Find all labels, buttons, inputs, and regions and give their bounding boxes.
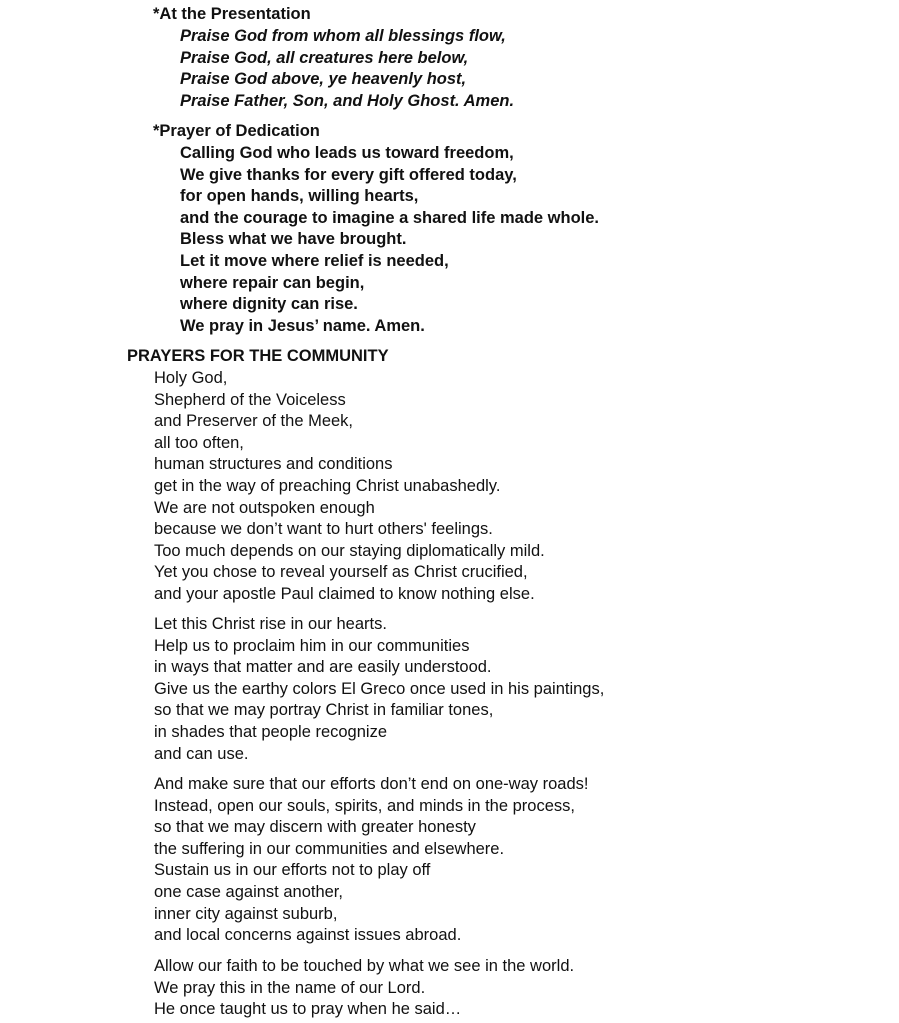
prayer-line: We pray this in the name of our Lord.	[154, 978, 426, 997]
prayer-line: the suffering in our communities and elsewhere.	[154, 839, 505, 858]
prayer-line: And make sure that our efforts don’t end on one-way roads!	[154, 775, 589, 793]
dedication-line: We give thanks for every gift offered today,	[180, 165, 517, 184]
prayer-line: Holy God,	[154, 369, 228, 387]
prayer-line: We are not outspoken enough	[154, 498, 375, 517]
dedication-line: Let it move where relief is needed,	[180, 251, 449, 270]
dedication-line: We pray in Jesus’ name. Amen.	[180, 316, 425, 335]
prayer-line: and can use.	[154, 744, 249, 763]
dedication-line: Bless what we have brought.	[180, 230, 407, 249]
prayer-line: Yet you chose to reveal yourself as Christ crucified,	[154, 563, 528, 582]
prayer-line: inner city against suburb,	[154, 904, 338, 923]
prayer-line: so that we may discern with greater honesty	[154, 818, 476, 837]
doxology-line: Praise Father, Son, and Holy Ghost. Amen.	[180, 91, 515, 110]
prayer-line: because we don’t want to hurt others' feelings.	[154, 520, 493, 539]
doxology-line: Praise God, all creatures here below,	[180, 48, 469, 67]
prayer-line: Sustain us in our efforts not to play off	[154, 861, 431, 880]
community-stanza-1	[154, 368, 545, 606]
prayer-line: Help us to proclaim him in our communities	[154, 636, 470, 655]
prayer-line: and Preserver of the Meek,	[154, 412, 354, 431]
prayer-line: Shepherd of the Voiceless	[154, 390, 346, 409]
dedication-line: where dignity can rise.	[180, 295, 358, 314]
prayer-line: Too much depends on our staying diplomatically mild.	[154, 541, 545, 560]
prayer-line: in shades that people recognize	[154, 722, 387, 741]
prayer-line: one case against another,	[154, 882, 343, 901]
community-stanza-3	[154, 774, 588, 947]
prayer-line: human structures and conditions	[154, 455, 393, 474]
community-stanza-2	[154, 614, 604, 765]
community-heading: PRAYERS FOR THE COMMUNITY	[127, 347, 389, 365]
prayer-line: He once taught us to pray when he said…	[154, 1000, 462, 1019]
doxology-line: Praise God from whom all blessings flow,	[180, 27, 506, 45]
prayer-line: so that we may portray Christ in familiar tones,	[154, 701, 494, 720]
dedication-heading: *Prayer of Dedication	[153, 122, 320, 140]
dedication-lines	[180, 143, 599, 337]
prayer-line: Allow our faith to be touched by what we see in the world.	[154, 957, 575, 975]
dedication-line: Calling God who leads us toward freedom,	[180, 144, 514, 162]
dedication-line: and the courage to imagine a shared life made whole.	[180, 208, 600, 227]
doxology-line: Praise God above, ye heavenly host,	[180, 70, 467, 89]
presentation-heading: *At the Presentation	[153, 5, 311, 23]
prayer-line: Give us the earthy colors El Greco once used in his paintings,	[154, 679, 605, 698]
prayer-line: Instead, open our souls, spirits, and minds in the process,	[154, 796, 575, 815]
doxology-lines	[180, 26, 514, 112]
prayer-line: in ways that matter and are easily understood.	[154, 658, 492, 677]
community-stanza-4	[154, 956, 574, 1021]
prayer-line: and local concerns against issues abroad.	[154, 926, 462, 945]
dedication-line: where repair can begin,	[180, 273, 365, 292]
prayer-line: Let this Christ rise in our hearts.	[154, 615, 387, 633]
dedication-line: for open hands, willing hearts,	[180, 187, 419, 206]
prayer-line: all too often,	[154, 433, 244, 452]
prayer-line: get in the way of preaching Christ unabashedly.	[154, 476, 501, 495]
prayer-line: and your apostle Paul claimed to know nothing else.	[154, 584, 535, 603]
